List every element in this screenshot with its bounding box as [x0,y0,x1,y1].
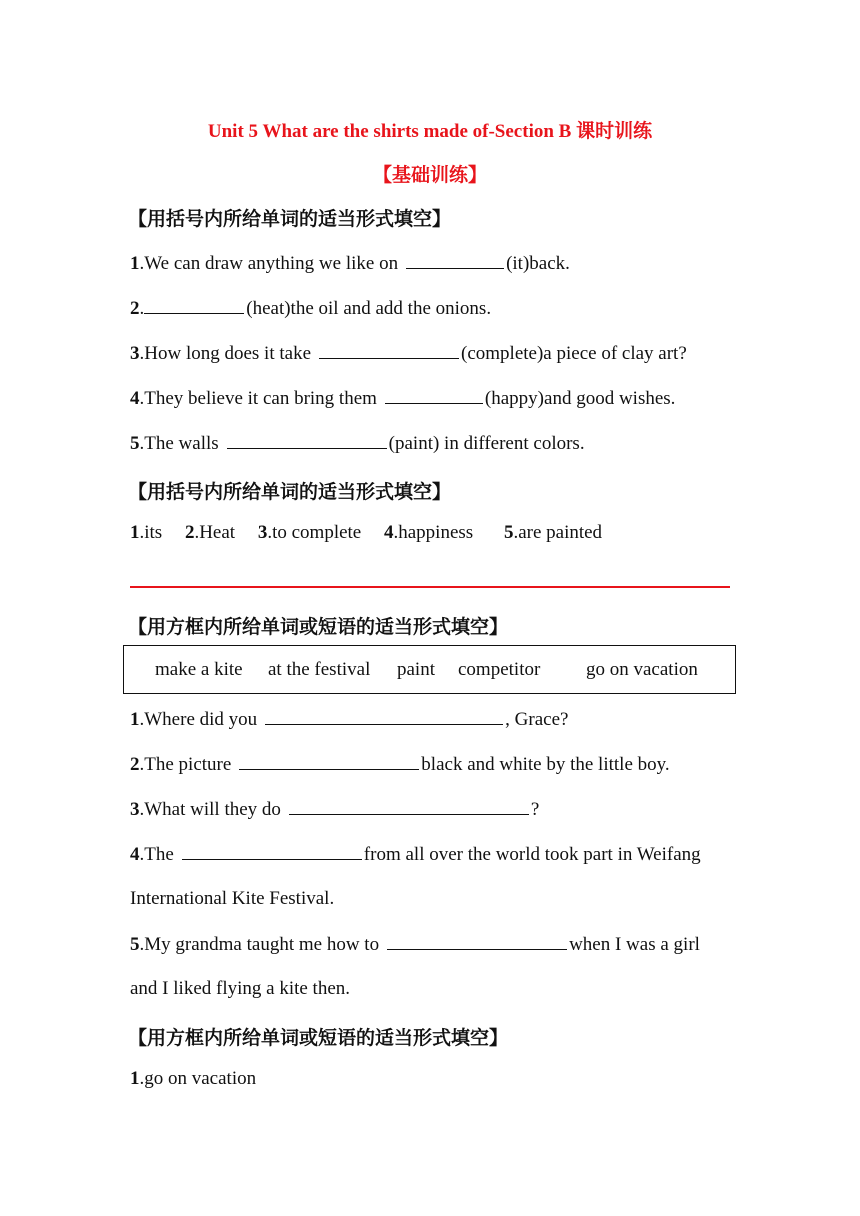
question-number: 3 [130,343,140,364]
answer-blank[interactable] [319,342,459,359]
question-number: 3 [130,799,140,820]
question-text: The [144,844,174,865]
part2-question-5: 5.My grandma taught me how to when I was a girl [130,934,700,955]
question-text: (it)back. [506,253,570,274]
part1-question-1: 1.We can draw anything we like on (it)back. [130,253,570,274]
part2-question-5-cont: and I liked flying a kite then. [130,978,351,999]
answer-item: 4.happiness [384,522,474,543]
answer-item: 2.Heat [184,522,236,543]
part2-heading: 【用方框内所给单词或短语的适当形式填空】 [128,616,509,638]
answer-number: 1 [130,1068,140,1089]
part2-answer-heading: 【用方框内所给单词或短语的适当形式填空】 [128,1027,509,1049]
part1-question-5: 5.The walls (paint) in different colors. [130,433,585,454]
answer-item: 3.to complete [257,522,362,543]
part1-heading: 【用括号内所给单词的适当形式填空】 [128,208,452,230]
answer-blank[interactable] [385,387,483,404]
question-text: black and white by the little boy. [421,754,670,775]
question-number: 5 [130,934,140,955]
question-text: when I was a girl [569,934,700,955]
answer-blank[interactable] [144,297,244,314]
question-number: 4 [130,388,140,409]
question-text: My grandma taught me how to [144,934,380,955]
word-box [123,645,736,694]
question-text: (heat)the oil and add the onions. [246,298,492,319]
question-text: The walls [144,433,219,454]
answer-blank[interactable] [265,708,503,725]
question-number: 2 [130,298,140,319]
word-box-item: go on vacation [586,659,698,680]
part1-question-3: 3.How long does it take (complete)a piece of clay art? [130,343,687,364]
part2-question-3: 3.What will they do ? [130,799,540,820]
answer-blank[interactable] [227,432,387,449]
question-text: (complete)a piece of clay art? [461,343,687,364]
answer-blank[interactable] [289,798,529,815]
question-number: 4 [130,844,140,865]
question-text: from all over the world took part in Weifang [363,844,701,865]
question-text: What will they do [144,799,281,820]
question-number: 1 [130,253,140,274]
answer-blank[interactable] [387,933,567,950]
question-text: Where did you [144,709,258,730]
part2-question-4: 4.The from all over the world took part in Weifang [130,844,701,865]
word-box-item: at the festival [268,659,371,680]
answer-blank[interactable] [182,843,362,860]
section-label: 【基础训练】 [372,165,487,186]
answer-blank[interactable] [239,753,419,770]
question-text: They believe it can bring them [144,388,377,409]
section-divider [130,586,730,588]
answer-item: 5.are painted [503,522,603,543]
word-box-item: make a kite [155,659,243,680]
part2-answers: 1.go on vacation [130,1068,257,1089]
part2-question-1: 1.Where did you , Grace? [130,709,569,730]
answer-blank[interactable] [406,252,504,269]
word-box-item: competitor [458,659,541,680]
question-text: The picture [144,754,232,775]
question-text: , Grace? [505,709,569,730]
question-text: ? [530,799,540,820]
answer-item: 1.its [130,522,163,543]
document-title: Unit 5 What are the shirts made of-Section B 课时训练 [207,121,653,142]
question-text: We can draw anything we like on [144,253,399,274]
part2-question-4-cont: International Kite Festival. [130,888,335,909]
question-number: 2 [130,754,140,775]
word-box-item: paint [397,659,435,680]
part1-answer-heading: 【用括号内所给单词的适当形式填空】 [128,481,452,503]
question-text: (paint) in different colors. [388,433,585,454]
part1-answers [130,522,620,544]
question-number: 1 [130,709,140,730]
question-number: 5 [130,433,140,454]
question-text: (happy)and good wishes. [484,388,676,409]
part1-question-2: 2. (heat)the oil and add the onions. [130,298,492,319]
part1-question-4: 4.They believe it can bring them (happy)and good wishes. [130,388,676,409]
question-text: How long does it take [144,343,312,364]
answer-text: go on vacation [144,1068,257,1089]
part2-question-2: 2.The picture black and white by the little boy. [130,754,670,775]
